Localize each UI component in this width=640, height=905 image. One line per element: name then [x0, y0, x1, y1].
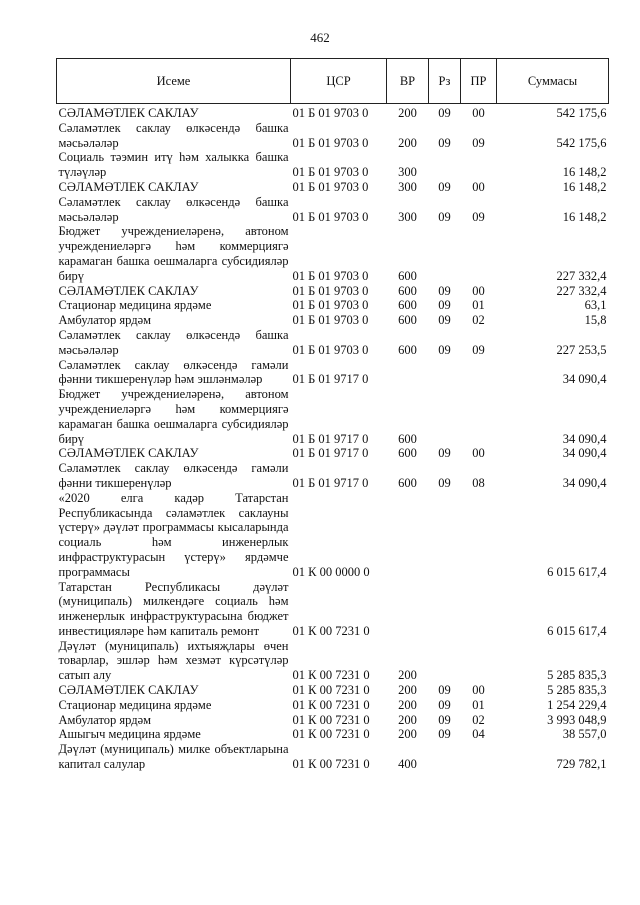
cell-csr: 01 Б 01 9717 0: [292, 372, 369, 387]
cell-sum: 542 175,6: [556, 135, 607, 150]
cell-csr: 01 К 00 0000 0: [292, 564, 370, 579]
page-number: 462: [310, 30, 330, 45]
cell-pr: [461, 580, 497, 639]
cell-sum: 3 993 048,9: [547, 712, 607, 727]
cell-name: СӘЛАМӘТЛЕК САКЛАУ: [58, 179, 199, 194]
cell-rz: [429, 358, 461, 388]
cell-sum: 542 175,6: [556, 106, 607, 120]
cell-rz: 09: [438, 712, 451, 727]
cell-rz: 09: [438, 683, 451, 698]
table-row: [57, 313, 609, 328]
header-pr: ПР: [461, 59, 497, 104]
cell-vr: 200: [398, 697, 417, 712]
cell-sum: 16 148,2: [562, 165, 607, 180]
cell-vr: 600: [398, 475, 417, 490]
cell-name: Ашыгыч медицина ярдәме: [58, 727, 201, 742]
cell-vr: 600: [398, 431, 417, 446]
cell-pr: 04: [472, 727, 485, 742]
header-sum: Суммасы: [497, 59, 609, 104]
table-row: [57, 104, 609, 121]
table-row: [57, 580, 609, 639]
cell-sum: 227 253,5: [556, 342, 607, 357]
cell-vr: 600: [398, 268, 417, 283]
cell-rz: [429, 150, 461, 180]
cell-csr: 01 К 00 7231 0: [292, 757, 370, 772]
cell-csr: 01 Б 01 9717 0: [292, 475, 369, 490]
cell-rz: 09: [438, 298, 451, 313]
table-row: [57, 446, 609, 461]
cell-csr: 01 Б 01 9703 0: [292, 298, 369, 313]
cell-sum: 16 148,2: [562, 209, 607, 224]
cell-name: Амбулатор ярдәм: [58, 712, 152, 727]
cell-sum: 6 015 617,4: [547, 623, 607, 638]
cell-vr: 200: [398, 712, 417, 727]
cell-vr: 600: [398, 283, 417, 298]
cell-csr: 01 Б 01 9717 0: [292, 446, 369, 461]
cell-pr: [461, 639, 497, 683]
cell-rz: 09: [438, 179, 451, 194]
header-rz: Рз: [429, 59, 461, 104]
table-row: [57, 698, 609, 713]
cell-pr: [461, 491, 497, 580]
cell-csr: 01 Б 01 9703 0: [292, 342, 369, 357]
table-row: [57, 150, 609, 180]
cell-rz: 09: [438, 106, 451, 120]
cell-rz: [429, 224, 461, 283]
table-row: [57, 284, 609, 299]
cell-name: Сәламәтлек саклау өлкәсендә башка мәсьәләләр: [58, 194, 289, 224]
cell-sum: 227 332,4: [556, 268, 607, 283]
cell-sum: 5 285 835,3: [547, 668, 607, 683]
table-row: [57, 224, 609, 283]
cell-pr: 00: [472, 179, 485, 194]
cell-vr: [387, 358, 429, 388]
cell-name: СӘЛАМӘТЛЕК САКЛАУ: [58, 106, 199, 120]
cell-sum: 16 148,2: [562, 179, 607, 194]
table-row: [57, 461, 609, 491]
cell-csr: 01 Б 01 9703 0: [292, 106, 369, 120]
cell-pr: 00: [472, 683, 485, 698]
cell-rz: [429, 387, 461, 446]
table-row: [57, 713, 609, 728]
table-row: [57, 121, 609, 151]
cell-csr: 01 Б 01 9703 0: [292, 165, 369, 180]
cell-name: Дәүләт (муниципаль) ихтыяҗлары өчен товарлар, эшләр һәм хезмәт күрсәтүләр сатып алу: [58, 638, 289, 683]
cell-pr: 09: [472, 135, 485, 150]
cell-csr: 01 Б 01 9703 0: [292, 268, 369, 283]
cell-vr: 200: [398, 106, 417, 120]
cell-name: Сәламәтлек саклау өлкәсендә гамәли фәнни тикшеренүләр һәм эшләнмәләр: [58, 357, 289, 387]
cell-name: Сәламәтлек саклау өлкәсендә гамәли фәнни тикшеренүләр: [58, 461, 289, 490]
cell-csr: 01 Б 01 9703 0: [292, 135, 369, 150]
cell-csr: 01 К 00 7231 0: [292, 712, 370, 727]
cell-csr: 01 К 00 7231 0: [292, 697, 370, 712]
cell-pr: 02: [472, 712, 485, 727]
cell-pr: [461, 224, 497, 283]
cell-pr: [461, 387, 497, 446]
cell-sum: 63,1: [584, 298, 607, 313]
header-name: Исеме: [57, 59, 291, 104]
cell-csr: 01 Б 01 9703 0: [292, 209, 369, 224]
cell-rz: 09: [438, 209, 451, 224]
cell-pr: [461, 358, 497, 388]
table-header-row: [57, 59, 609, 104]
cell-vr: 600: [398, 446, 417, 461]
cell-vr: 600: [398, 342, 417, 357]
table-row: [57, 491, 609, 580]
cell-sum: 34 090,4: [562, 372, 607, 387]
cell-vr: 600: [398, 298, 417, 313]
cell-vr: 200: [398, 668, 417, 683]
cell-rz: [429, 639, 461, 683]
cell-name: СӘЛАМӘТЛЕК САКЛАУ: [58, 446, 199, 461]
cell-name: Татарстан Республикасы дәүләт (муниципаль) милкендәге социаль һәм инженерлык инфраструктурасына бюджет инвестицияләре һәм капиталь ремонт: [58, 579, 289, 638]
header-vr: ВР: [387, 59, 429, 104]
cell-csr: 01 К 00 7231 0: [292, 623, 370, 638]
cell-vr: [387, 580, 429, 639]
cell-rz: [429, 491, 461, 580]
cell-csr: 01 Б 01 9703 0: [292, 179, 369, 194]
cell-pr: 00: [472, 106, 485, 120]
cell-name: Социаль тәэмин итү һәм халыкка башка түләүләр: [58, 150, 289, 180]
table-row: [57, 180, 609, 195]
cell-sum: 5 285 835,3: [547, 683, 607, 698]
cell-vr: 300: [398, 209, 417, 224]
cell-name: «2020 елга кадәр Татарстан Республикасында сәламәтлек саклауны үстерү» дәүләт программасы кысаларында социаль һәм инженерлык инфраструктурасын үстерү» ярдәмче программасы: [58, 490, 289, 579]
cell-sum: 1 254 229,4: [547, 697, 607, 712]
cell-sum: 34 090,4: [562, 446, 607, 461]
cell-sum: 38 557,0: [562, 727, 607, 742]
cell-rz: 09: [438, 135, 451, 150]
cell-rz: 09: [438, 446, 451, 461]
table-row: [57, 195, 609, 225]
cell-sum: 6 015 617,4: [547, 564, 607, 579]
cell-sum: 34 090,4: [562, 475, 607, 490]
cell-csr: 01 Б 01 9703 0: [292, 283, 369, 298]
cell-csr: 01 Б 01 9703 0: [292, 313, 369, 328]
cell-vr: 200: [398, 727, 417, 742]
cell-pr: 01: [472, 298, 485, 313]
cell-name: Сәламәтлек саклау өлкәсендә башка мәсьәләләр: [58, 120, 289, 150]
cell-vr: [387, 491, 429, 580]
cell-sum: 15,8: [584, 313, 607, 328]
table-row: [57, 328, 609, 358]
cell-rz: 09: [438, 342, 451, 357]
cell-pr: [461, 742, 497, 772]
table-row: [57, 387, 609, 446]
cell-rz: [429, 742, 461, 772]
cell-vr: 200: [398, 135, 417, 150]
cell-rz: 09: [438, 475, 451, 490]
cell-pr: 00: [472, 283, 485, 298]
cell-rz: [429, 580, 461, 639]
cell-pr: 09: [472, 209, 485, 224]
cell-vr: 300: [398, 165, 417, 180]
cell-name: Стационар медицина ярдәме: [58, 697, 212, 712]
table-row: [57, 639, 609, 683]
cell-pr: [461, 150, 497, 180]
cell-pr: 02: [472, 313, 485, 328]
cell-rz: 09: [438, 283, 451, 298]
cell-sum: 227 332,4: [556, 283, 607, 298]
header-csr: ЦСР: [291, 59, 387, 104]
cell-csr: 01 К 00 7231 0: [292, 668, 370, 683]
cell-pr: 09: [472, 342, 485, 357]
cell-vr: 600: [398, 313, 417, 328]
cell-name: Бюджет учреждениеләренә, автоном учреждениеләргә һәм коммерциягә карамаган башка оешмаларга субсидияләр бирү: [58, 387, 289, 446]
cell-csr: 01 К 00 7231 0: [292, 727, 370, 742]
table-row: [57, 742, 609, 772]
table-row: [57, 727, 609, 742]
cell-name: Сәламәтлек саклау өлкәсендә башка мәсьәләләр: [58, 327, 289, 357]
cell-csr: 01 К 00 7231 0: [292, 683, 370, 698]
cell-rz: 09: [438, 697, 451, 712]
cell-csr: 01 Б 01 9717 0: [292, 431, 369, 446]
cell-pr: 01: [472, 697, 485, 712]
cell-name: СӘЛАМӘТЛЕК САКЛАУ: [58, 283, 199, 298]
cell-vr: 200: [398, 683, 417, 698]
cell-name: Стационар медицина ярдәме: [58, 298, 212, 313]
cell-vr: 300: [398, 179, 417, 194]
cell-vr: 400: [398, 757, 417, 772]
table-row: [57, 358, 609, 388]
table-row: [57, 683, 609, 698]
table-row: [57, 298, 609, 313]
cell-name: Дәүләт (муниципаль) милке объектларына капитал салулар: [58, 742, 289, 772]
cell-pr: 08: [472, 475, 485, 490]
cell-name: СӘЛАМӘТЛЕК САКЛАУ: [58, 683, 199, 698]
cell-sum: 34 090,4: [562, 431, 607, 446]
cell-rz: 09: [438, 313, 451, 328]
budget-table: [56, 58, 609, 772]
cell-pr: 00: [472, 446, 485, 461]
cell-name: Бюджет учреждениеләренә, автоном учреждениеләргә һәм коммерциягә карамаган башка оешмаларга субсидияләр бирү: [58, 224, 289, 283]
cell-rz: 09: [438, 727, 451, 742]
cell-name: Амбулатор ярдәм: [58, 313, 152, 328]
cell-sum: 729 782,1: [556, 757, 607, 772]
